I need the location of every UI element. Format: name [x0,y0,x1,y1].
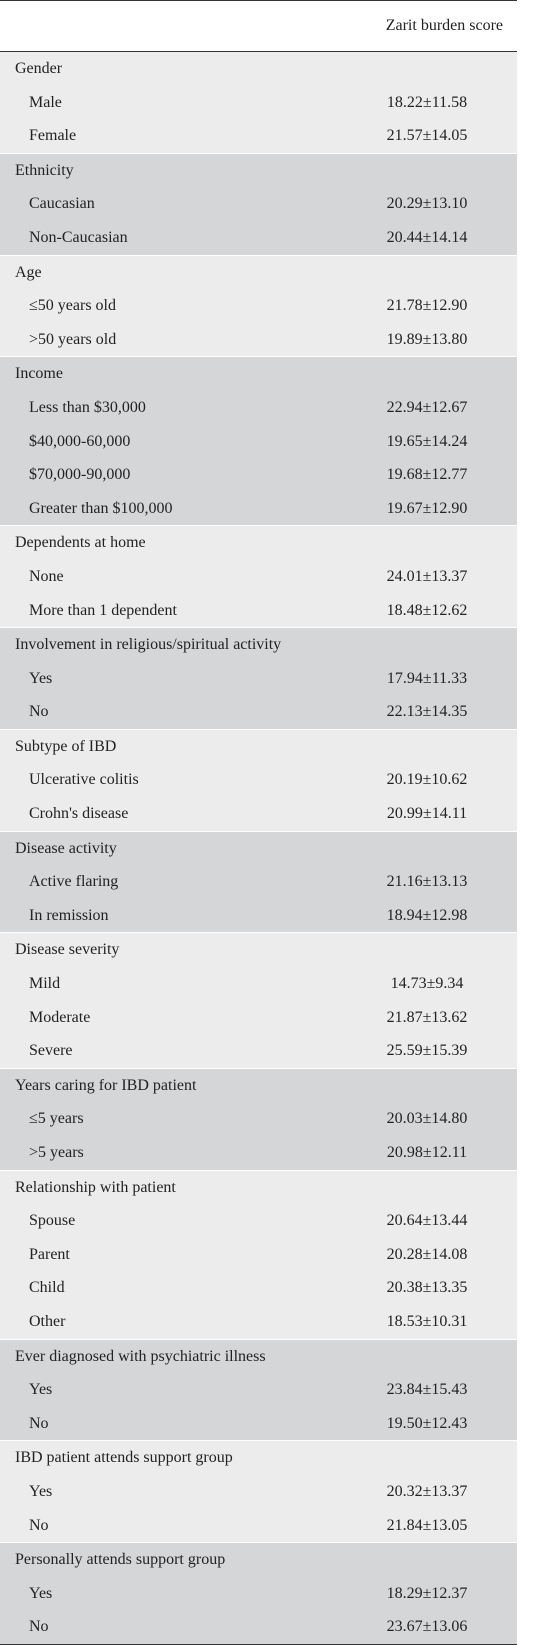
row-value: 22.94±12.67 [386,398,468,416]
row-label: Other [29,1312,66,1330]
table-row [0,560,517,594]
table-group [0,932,517,1067]
row-value: 19.67±12.90 [386,499,468,517]
row-value: 18.94±12.98 [386,906,468,924]
group-header-row [0,1069,517,1103]
row-value: 20.03±14.80 [386,1110,468,1128]
table-row [0,119,517,153]
row-label: In remission [29,906,109,924]
row-label: Yes [29,1482,53,1500]
table-group [0,1170,517,1339]
group-title: Ethnicity [15,161,74,179]
row-label: Yes [29,1584,53,1602]
group-header-row [0,1543,517,1577]
table-row [0,425,517,459]
row-value: 24.01±13.37 [386,567,468,585]
group-title: Relationship with patient [15,1178,176,1196]
table-row [0,458,517,492]
row-label: Yes [29,1381,53,1399]
column-header-zarit: Zarit burden score [385,17,503,34]
row-label: Female [29,127,77,145]
table-group [0,52,517,153]
row-value: 20.44±14.14 [386,228,468,246]
row-value: 18.53±10.31 [386,1312,468,1330]
row-value: 19.50±12.43 [386,1414,468,1432]
row-value: 14.73±9.34 [390,975,464,993]
group-header-row [0,1340,517,1374]
group-title: Disease severity [15,941,120,959]
table-row [0,1001,517,1035]
table-row [0,1509,517,1543]
row-label: Active flaring [29,873,119,891]
table-row [0,391,517,425]
row-value: 19.89±13.80 [386,330,468,348]
row-value: 20.64±13.44 [386,1212,468,1230]
table-row [0,967,517,1001]
row-label: More than 1 dependent [29,601,177,619]
table-row [0,1577,517,1611]
row-label: No [29,703,49,721]
table-row [0,289,517,323]
row-label: Ulcerative colitis [29,771,139,789]
table-row [0,1204,517,1238]
table-group [0,153,517,255]
row-label: Non-Caucasian [29,228,128,246]
row-label: Parent [29,1245,70,1263]
group-header-row [0,154,517,188]
row-label: $70,000-90,000 [29,466,131,484]
table-row [0,865,517,899]
row-label: Mild [29,975,61,993]
group-header-row [0,52,517,86]
table-row [0,1136,517,1170]
table-row [0,323,517,357]
group-header-row [0,832,517,866]
table-body [0,52,517,1644]
row-label: No [29,1414,49,1432]
group-header-row [0,256,517,290]
table-group [0,831,517,933]
group-header-row [0,628,517,662]
group-header-row [0,357,517,391]
group-title: Personally attends support group [15,1551,226,1569]
row-value: 20.99±14.11 [386,805,468,823]
row-value: 18.29±12.37 [386,1584,468,1602]
group-title: Income [15,365,63,383]
group-title: IBD patient attends support group [15,1449,233,1467]
row-value: 25.59±15.39 [386,1042,468,1060]
row-value: 21.78±12.90 [386,297,468,315]
row-value: 23.67±13.06 [386,1618,468,1636]
row-value: 18.48±12.62 [386,601,468,619]
table-row [0,1238,517,1272]
group-header-row [0,933,517,967]
row-value: 20.28±14.08 [386,1245,468,1263]
table-row [0,492,517,526]
group-header-row [0,526,517,560]
table-row [0,86,517,120]
table-group [0,356,517,525]
table-row [0,594,517,628]
row-label: ≤50 years old [29,297,116,315]
row-label: Male [29,93,62,111]
group-title: Years caring for IBD patient [15,1076,197,1094]
row-value: 21.87±13.62 [386,1008,468,1026]
group-header-row [0,730,517,764]
row-label: Yes [29,669,53,687]
row-label: Greater than $100,000 [29,499,173,517]
row-label: Severe [29,1042,73,1060]
table-row [0,1034,517,1068]
row-value: 19.65±14.24 [386,432,468,450]
row-value: 19.68±12.77 [386,466,468,484]
row-value: 18.22±11.58 [386,93,468,111]
row-label: Moderate [29,1008,91,1026]
table-row [0,695,517,729]
table-group [0,729,517,831]
row-value: 21.57±14.05 [386,127,468,145]
row-value: 21.16±13.13 [386,873,468,891]
table-group [0,1339,517,1441]
group-title: Age [15,263,42,281]
row-value: 20.38±13.35 [386,1279,468,1297]
row-value: 22.13±14.35 [386,703,468,721]
group-title: Dependents at home [15,534,146,552]
table-group [0,255,517,357]
table-row [0,797,517,831]
table-row [0,763,517,797]
group-title: Involvement in religious/spiritual activity [15,636,282,654]
table-group [0,627,517,729]
table-row [0,1475,517,1509]
table-row [0,1407,517,1441]
row-label: No [29,1618,49,1636]
row-label: No [29,1516,49,1534]
row-value: 23.84±15.43 [386,1381,468,1399]
row-value: 20.19±10.62 [386,771,468,789]
group-title: Gender [15,60,63,77]
row-label: $40,000-60,000 [29,432,131,450]
table-row [0,221,517,255]
table-group [0,525,517,627]
group-title: Ever diagnosed with psychiatric illness [15,1347,266,1365]
row-label: Child [29,1279,65,1297]
row-value: 21.84±13.05 [386,1516,468,1534]
table-row [0,1305,517,1339]
row-value: 20.98±12.11 [386,1144,468,1161]
table-header [0,1,517,52]
row-value: 17.94±11.33 [386,669,468,687]
group-header-row [0,1441,517,1475]
table-row [0,899,517,933]
row-label: ≤5 years [29,1110,84,1128]
table-row [0,1102,517,1136]
group-title: Disease activity [15,839,117,857]
table-row [0,1373,517,1407]
table-row [0,1271,517,1305]
group-title: Subtype of IBD [15,737,117,755]
row-label: Caucasian [29,195,95,213]
table-row [0,1610,517,1644]
table-group [0,1542,517,1644]
table-group [0,1068,517,1170]
row-label: >5 years [29,1144,84,1161]
table-group [0,1440,517,1542]
row-label: >50 years old [29,330,117,348]
table-row [0,662,517,696]
row-value: 20.32±13.37 [386,1482,468,1500]
row-label: Less than $30,000 [29,398,146,416]
group-header-row [0,1171,517,1205]
row-label: None [29,567,64,585]
table-row [0,187,517,221]
row-label: Spouse [29,1212,76,1230]
row-value: 20.29±13.10 [386,195,468,213]
row-label: Crohn's disease [29,805,129,823]
